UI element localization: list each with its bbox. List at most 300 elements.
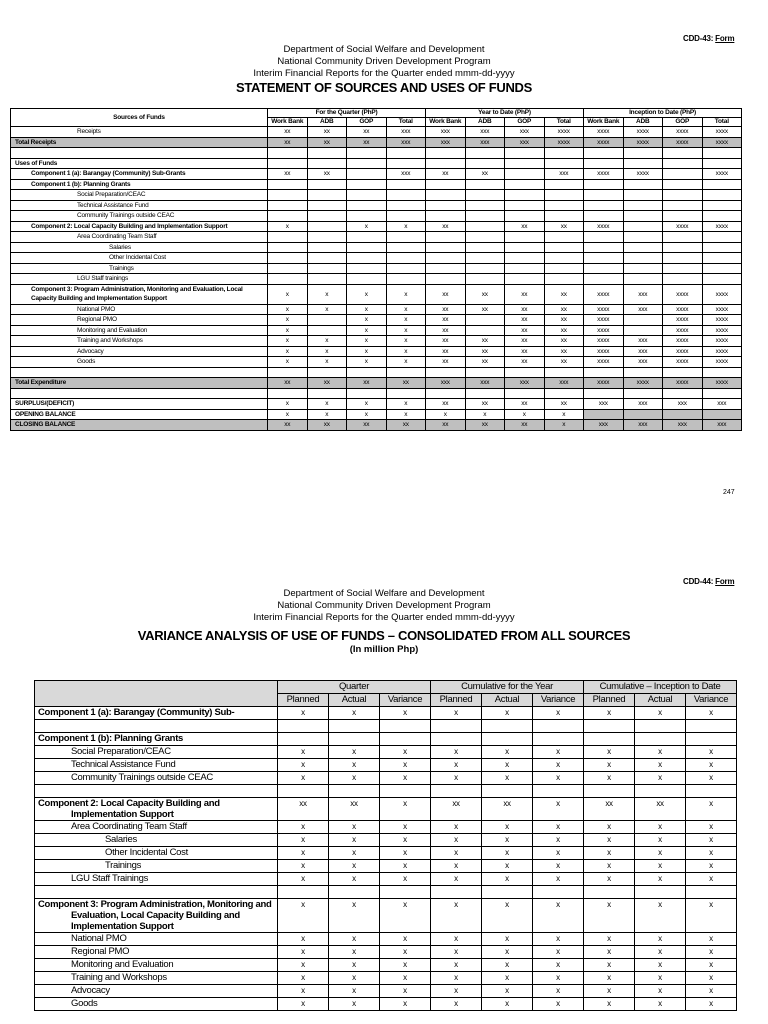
cell-value <box>347 200 387 211</box>
cell-value: x <box>686 959 737 972</box>
report-header-2 <box>0 588 768 657</box>
cell-value: x <box>482 759 533 772</box>
cell-value: x <box>533 899 584 933</box>
cell-value <box>663 367 703 378</box>
cell-value <box>544 253 584 264</box>
cell-value: x <box>268 346 308 357</box>
cell-value: xx <box>426 399 466 410</box>
cell-value <box>702 179 742 190</box>
cell-value <box>347 242 387 253</box>
row-label: Training and Workshops <box>11 336 268 347</box>
cell-value <box>533 886 584 899</box>
cell-value: xxx <box>544 378 584 389</box>
cell-value <box>584 720 635 733</box>
cell-value: xxxx <box>702 304 742 315</box>
table-row <box>35 873 737 886</box>
column-header: Variance <box>533 694 584 707</box>
cell-value <box>663 169 703 180</box>
table-row <box>11 357 742 368</box>
cell-value <box>663 263 703 274</box>
cell-value <box>268 148 308 159</box>
cell-value <box>544 263 584 274</box>
row-label: Component 2: Local Capacity Building and Implementation Support <box>11 221 268 232</box>
cell-value: xxxx <box>544 127 584 138</box>
row-label: Other Incidental Cost <box>11 253 268 264</box>
cell-value: xx <box>465 420 505 431</box>
cell-value: xx <box>505 304 545 315</box>
cell-value <box>268 200 308 211</box>
cell-value: x <box>533 821 584 834</box>
cell-value: x <box>533 998 584 1011</box>
cell-value: x <box>278 860 329 873</box>
cell-value <box>702 274 742 285</box>
cell-value <box>347 158 387 169</box>
cell-value: x <box>386 399 426 410</box>
row-label: Community Trainings outside CEAC <box>35 772 278 785</box>
table-row <box>11 221 742 232</box>
row-label: Trainings <box>11 263 268 274</box>
cell-value <box>329 720 380 733</box>
table-row <box>35 860 737 873</box>
cell-value <box>268 367 308 378</box>
cell-value: xxxx <box>702 346 742 357</box>
row-label: Component 1 (a): Barangay (Community) Sub- <box>35 707 278 720</box>
cell-value: xxxx <box>702 315 742 326</box>
cell-value <box>702 190 742 201</box>
cell-value: xxxx <box>623 169 663 180</box>
cell-value: xx <box>431 798 482 821</box>
cell-value <box>386 179 426 190</box>
cell-value: xx <box>347 127 387 138</box>
cell-value <box>278 886 329 899</box>
cell-value: x <box>329 746 380 759</box>
cell-value: xxx <box>386 169 426 180</box>
cell-value: x <box>635 759 686 772</box>
cell-value: xxxx <box>584 336 624 347</box>
row-label: SURPLUS/(DEFICIT) <box>11 399 268 410</box>
cell-value <box>465 263 505 274</box>
cell-value: xxxx <box>584 127 624 138</box>
cell-value: x <box>431 746 482 759</box>
row-label: Component 2: Local Capacity Building and Implementation Support <box>35 798 278 821</box>
cell-value: x <box>268 399 308 410</box>
cell-value: xx <box>426 336 466 347</box>
cell-value <box>505 200 545 211</box>
cell-value <box>544 232 584 243</box>
cell-value: x <box>386 315 426 326</box>
cell-value <box>268 263 308 274</box>
cell-value: xxxx <box>584 346 624 357</box>
cell-value: xx <box>544 304 584 315</box>
cell-value: xxxx <box>663 315 703 326</box>
cell-value: x <box>635 847 686 860</box>
cell-value: x <box>431 972 482 985</box>
cell-value <box>386 148 426 159</box>
cell-value <box>505 367 545 378</box>
group-header: Cumulative for the Year <box>431 681 584 694</box>
table-row <box>35 847 737 860</box>
cell-value: xx <box>505 325 545 336</box>
column-header: Actual <box>482 694 533 707</box>
cell-value <box>465 232 505 243</box>
cell-value <box>663 158 703 169</box>
cell-value: x <box>380 972 431 985</box>
cell-value: xx <box>505 346 545 357</box>
cell-value: xxxx <box>702 357 742 368</box>
cell-value <box>347 388 387 399</box>
cell-value: x <box>465 409 505 420</box>
row-label: Monitoring and Evaluation <box>35 959 278 972</box>
cell-value: xx <box>426 284 466 304</box>
cell-value <box>505 263 545 274</box>
cell-value: xx <box>307 420 347 431</box>
cell-value <box>465 179 505 190</box>
cell-value: xxxx <box>663 325 703 336</box>
row-label: Social Preparation/CEAC <box>35 746 278 759</box>
cell-value <box>623 263 663 274</box>
cell-value: x <box>533 798 584 821</box>
cell-value: xxx <box>702 399 742 410</box>
cell-value: x <box>329 959 380 972</box>
table-row <box>11 179 742 190</box>
column-header: Variance <box>686 694 737 707</box>
row-label: Salaries <box>35 834 278 847</box>
cell-value: x <box>278 946 329 959</box>
table-row <box>35 972 737 985</box>
cell-value: x <box>347 336 387 347</box>
row-label <box>35 720 278 733</box>
cell-value: x <box>482 772 533 785</box>
row-label: Monitoring and Evaluation <box>11 325 268 336</box>
cell-value <box>465 388 505 399</box>
cell-value <box>268 190 308 201</box>
cell-value: x <box>482 899 533 933</box>
row-label: LGU Staff trainings <box>11 274 268 285</box>
table-row <box>11 242 742 253</box>
row-label: Area Coordinating Team Staff <box>35 821 278 834</box>
cell-value <box>702 242 742 253</box>
cell-value <box>623 325 663 336</box>
form-word: Form <box>715 577 735 586</box>
report-subtitle: (In million Php) <box>349 644 419 655</box>
cell-value <box>426 200 466 211</box>
cell-value: xxxx <box>702 169 742 180</box>
cell-value <box>623 242 663 253</box>
cell-value <box>663 242 703 253</box>
cell-value: x <box>505 409 545 420</box>
cell-value <box>584 274 624 285</box>
cell-value: x <box>431 772 482 785</box>
table-row <box>35 720 737 733</box>
table-row <box>11 420 742 431</box>
cell-value: x <box>635 985 686 998</box>
cell-value <box>465 148 505 159</box>
row-label: Advocacy <box>11 346 268 357</box>
table-row <box>35 798 737 821</box>
row-label: Regional PMO <box>11 315 268 326</box>
row-label: Uses of Funds <box>11 158 268 169</box>
cell-value <box>465 367 505 378</box>
cell-value <box>482 785 533 798</box>
cell-value: xx <box>544 284 584 304</box>
cell-value: x <box>482 998 533 1011</box>
cell-value: x <box>268 325 308 336</box>
cell-value: x <box>533 834 584 847</box>
cell-value: x <box>533 860 584 873</box>
table-row <box>11 346 742 357</box>
cell-value: x <box>584 959 635 972</box>
cell-value: x <box>347 357 387 368</box>
cell-value: xxxx <box>584 284 624 304</box>
cell-value <box>307 211 347 222</box>
cell-value <box>347 263 387 274</box>
blank-header <box>35 681 278 707</box>
cell-value: xx <box>268 420 308 431</box>
cell-value <box>702 232 742 243</box>
cell-value <box>584 367 624 378</box>
cell-value <box>426 263 466 274</box>
cell-value <box>278 733 329 746</box>
cell-value <box>686 886 737 899</box>
table-row <box>11 304 742 315</box>
cell-value <box>347 148 387 159</box>
cell-value: xxxx <box>702 127 742 138</box>
cell-value: x <box>533 985 584 998</box>
cell-value: x <box>329 847 380 860</box>
cell-value: xxx <box>544 169 584 180</box>
cell-value: x <box>635 959 686 972</box>
cell-value <box>465 242 505 253</box>
cell-value: xx <box>505 357 545 368</box>
cell-value: x <box>584 759 635 772</box>
cell-value: x <box>329 998 380 1011</box>
cell-value <box>386 200 426 211</box>
table-row <box>11 211 742 222</box>
column-header: GOP <box>505 118 545 127</box>
row-label: Component 3: Program Administration, Monitoring and Evaluation, Local Capacity Building and Implementation Support <box>35 899 278 933</box>
table-row <box>11 200 742 211</box>
cell-value: x <box>584 834 635 847</box>
column-header: ADB <box>307 118 347 127</box>
cell-value: x <box>380 946 431 959</box>
report-header-1 <box>0 44 768 95</box>
cell-value: xx <box>544 325 584 336</box>
cell-value <box>702 148 742 159</box>
agency-line: Department of Social Welfare and Development <box>283 588 485 599</box>
cell-value: x <box>278 899 329 933</box>
table-row <box>11 232 742 243</box>
cell-value: xxxx <box>584 304 624 315</box>
cell-value: x <box>380 772 431 785</box>
cell-value: xxxx <box>663 336 703 347</box>
cell-value: x <box>329 946 380 959</box>
cell-value <box>702 253 742 264</box>
row-label <box>11 367 268 378</box>
cell-value <box>307 274 347 285</box>
cell-value: x <box>533 847 584 860</box>
cell-value: x <box>635 899 686 933</box>
cell-value: xx <box>268 378 308 389</box>
cell-value <box>505 169 545 180</box>
group-header: Inception to Date (PhP) <box>584 109 742 118</box>
cell-value: x <box>329 933 380 946</box>
cell-value: x <box>686 860 737 873</box>
cell-value: xx <box>347 137 387 148</box>
column-header: Total <box>702 118 742 127</box>
cell-value <box>505 253 545 264</box>
cell-value: x <box>686 798 737 821</box>
cell-value <box>347 211 387 222</box>
table-row <box>11 127 742 138</box>
column-header: Total <box>386 118 426 127</box>
cell-value: xxxx <box>702 325 742 336</box>
cell-value <box>544 242 584 253</box>
cell-value: x <box>635 834 686 847</box>
row-label: Component 1 (b): Planning Grants <box>11 179 268 190</box>
cell-value: x <box>380 798 431 821</box>
cell-value: xxx <box>584 399 624 410</box>
cell-value: x <box>431 933 482 946</box>
cell-value <box>505 190 545 201</box>
row-label: Technical Assistance Fund <box>11 200 268 211</box>
cell-value: x <box>431 998 482 1011</box>
cell-value: xx <box>544 315 584 326</box>
cell-value <box>544 388 584 399</box>
cell-value <box>702 367 742 378</box>
cell-value <box>702 388 742 399</box>
cell-value: x <box>347 284 387 304</box>
form-code-cdd44 <box>683 577 734 586</box>
cell-value <box>307 232 347 243</box>
cell-value: xx <box>505 315 545 326</box>
sources-header: Sources of Funds <box>11 109 268 127</box>
cell-value: x <box>347 346 387 357</box>
cell-value: x <box>533 959 584 972</box>
cell-value: x <box>278 985 329 998</box>
row-label <box>11 148 268 159</box>
cell-value: x <box>431 860 482 873</box>
cell-value: x <box>426 409 466 420</box>
cell-value: x <box>386 284 426 304</box>
row-label: Goods <box>11 357 268 368</box>
cell-value: xxx <box>465 378 505 389</box>
cell-value <box>663 409 703 420</box>
cell-value: xxxx <box>584 325 624 336</box>
column-header: Planned <box>431 694 482 707</box>
cell-value: xx <box>465 304 505 315</box>
cell-value <box>544 190 584 201</box>
cell-value: xxxx <box>544 137 584 148</box>
cell-value: xxxx <box>702 137 742 148</box>
cell-value: xxx <box>465 127 505 138</box>
cell-value: x <box>686 707 737 720</box>
cell-value: x <box>307 357 347 368</box>
cell-value: x <box>268 284 308 304</box>
cell-value <box>544 367 584 378</box>
cell-value: x <box>380 985 431 998</box>
cell-value <box>426 253 466 264</box>
cell-value: x <box>329 899 380 933</box>
cell-value: x <box>584 821 635 834</box>
cell-value: x <box>686 985 737 998</box>
cell-value <box>307 388 347 399</box>
table-row <box>11 274 742 285</box>
cell-value: x <box>584 707 635 720</box>
cell-value: xxx <box>584 420 624 431</box>
cell-value <box>347 274 387 285</box>
table-row <box>11 336 742 347</box>
cell-value: xx <box>635 798 686 821</box>
cell-value: xxx <box>623 399 663 410</box>
cell-value: xxxx <box>702 221 742 232</box>
cell-value: x <box>347 221 387 232</box>
cell-value: x <box>584 873 635 886</box>
cell-value: x <box>686 998 737 1011</box>
row-label: CLOSING BALANCE <box>11 420 268 431</box>
cell-value <box>268 242 308 253</box>
cell-value <box>505 388 545 399</box>
cell-value: x <box>686 899 737 933</box>
cell-value <box>635 886 686 899</box>
cell-value: xx <box>426 420 466 431</box>
column-header: Work Bank <box>584 118 624 127</box>
table-row <box>11 148 742 159</box>
cell-value: x <box>635 746 686 759</box>
cell-value <box>623 409 663 420</box>
table-row <box>11 137 742 148</box>
cell-value <box>505 242 545 253</box>
cell-value <box>482 886 533 899</box>
cell-value <box>482 720 533 733</box>
cell-value <box>584 733 635 746</box>
form-code-label: CDD-43: <box>683 34 714 43</box>
cell-value: x <box>482 847 533 860</box>
cell-value: xxxx <box>584 169 624 180</box>
cell-value <box>623 367 663 378</box>
cell-value: xxxx <box>584 221 624 232</box>
cell-value: xx <box>307 378 347 389</box>
cell-value <box>465 200 505 211</box>
row-label: Training and Workshops <box>35 972 278 985</box>
cell-value: xxxx <box>623 127 663 138</box>
cell-value: xxx <box>663 420 703 431</box>
cell-value <box>426 148 466 159</box>
cell-value: x <box>431 985 482 998</box>
table-row <box>11 409 742 420</box>
cell-value <box>533 785 584 798</box>
cell-value <box>307 263 347 274</box>
cell-value: x <box>380 834 431 847</box>
cell-value: x <box>347 399 387 410</box>
table-row <box>11 378 742 389</box>
cell-value <box>544 148 584 159</box>
cell-value: x <box>533 873 584 886</box>
cell-value: x <box>329 772 380 785</box>
cell-value: xxx <box>623 336 663 347</box>
cell-value <box>386 253 426 264</box>
cell-value <box>623 190 663 201</box>
cell-value: x <box>386 336 426 347</box>
row-label: Component 1 (b): Planning Grants <box>35 733 278 746</box>
cell-value: xx <box>426 221 466 232</box>
cell-value <box>347 190 387 201</box>
cell-value: x <box>482 821 533 834</box>
agency-line: Department of Social Welfare and Development <box>283 44 485 55</box>
cell-value <box>386 367 426 378</box>
cell-value: x <box>482 933 533 946</box>
cell-value <box>268 232 308 243</box>
cell-value: xx <box>505 284 545 304</box>
